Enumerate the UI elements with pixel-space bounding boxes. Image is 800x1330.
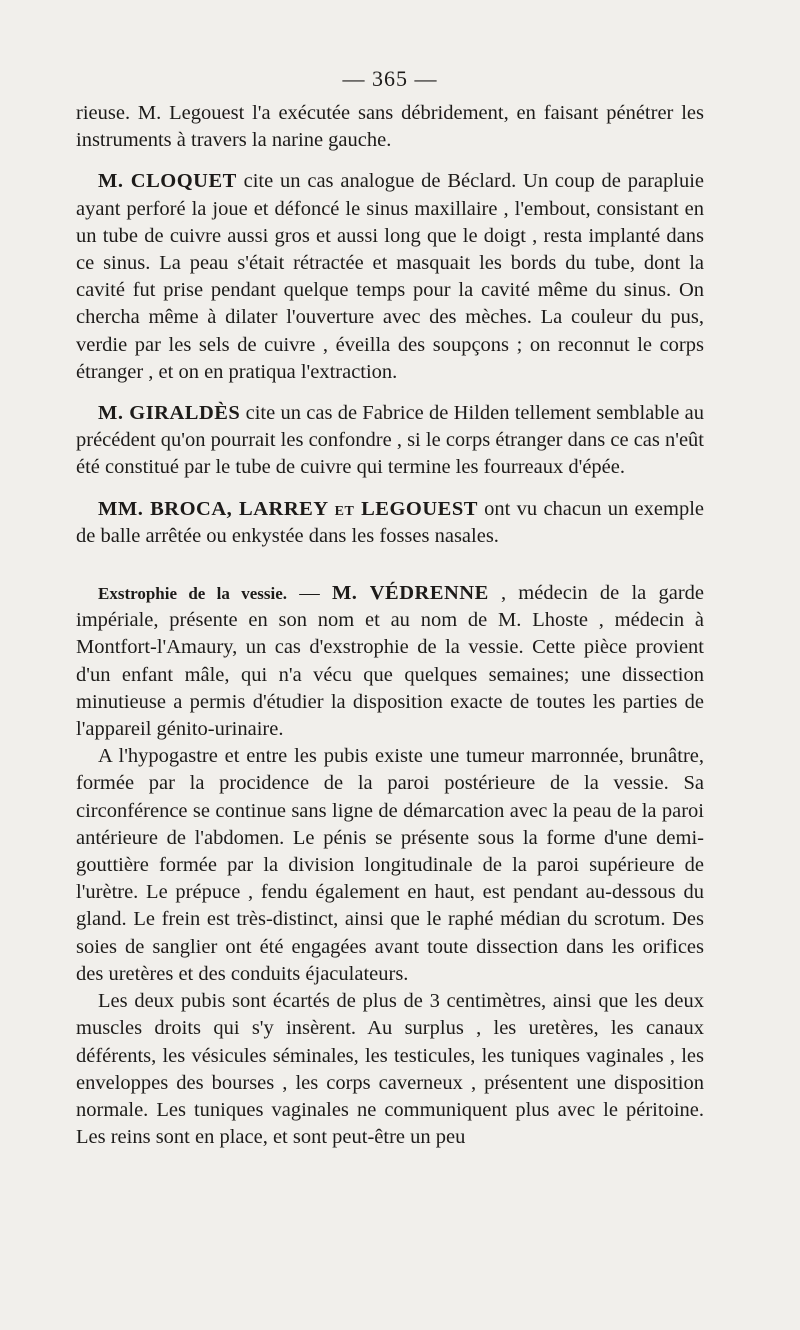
paragraph-text: cite un cas analogue de Béclard. Un coup de parapluie ayant perforé la joue et défoncé le sinus maxillaire , l'embout, consistant en un tube de cuivre aussi gros et aussi long que le doigt , resta implanté dans ce sinus. La peau s'était rétractée et masquait les bords du tube, dont la cavité fut prise pendant quelque temps pour la cavité même du sinus. On chercha même à dilater l'ouverture avec des mèches. La couleur du pus, verdie par les sels de cuivre , éveilla des soupçons ; on reconnut le corps étranger , et on en pratiqua l'extraction. <box>76 170 704 383</box>
paragraph-text: cite un cas de Fabrice de Hilden tellement semblable au précédent qu'on pourrait les confondre , si le corps étranger dans ce cas n'eût été constitué par le tube de cuivre qui termine les fourreaux d'épée. <box>76 402 705 479</box>
speaker-name: M. VÉDRENNE <box>331 582 489 605</box>
section-heading: Exstrophie de la vessie. <box>98 584 288 604</box>
paragraph-continuation: rieuse. M. Legouest l'a exécutée sans débridement, en faisant pénétrer les instruments à travers la narine gauche. <box>76 102 704 152</box>
paragraph-text: , médecin de la garde impériale, présente en son nom et au nom de M. Lhoste , médecin à Montfort-l'Amaury, un cas d'exstrophie de la vessie. Cette pièce provient d'un enfant mâle, qui n'a vécu que quelques semaines; une dissection minutieuse a permis d'étudier la disposition exacte de toutes les parties de l'appareil génito-urinaire. <box>76 582 704 741</box>
speaker-name: M. GIRALDÈS <box>98 402 241 425</box>
paragraph-cloquet <box>76 168 704 386</box>
paragraph-exstrophie <box>76 580 704 743</box>
paragraph-broca <box>76 496 704 550</box>
paragraph-text: ont vu chacun un exemple de balle arrêtée ou enkystée dans les fosses nasales. <box>76 497 704 547</box>
speaker-name: M. CLOQUET <box>98 170 237 193</box>
page-number: — 365 — <box>342 66 438 91</box>
paragraph-hypogastre: A l'hypogastre et entre les pubis existe une tumeur marronnée, brunâtre, formée par la procidence de la paroi postérieure de la vessie. Sa circonférence se continue sans ligne de démarcation avec la peau de la paroi antérieure de l'abdomen. Le pénis se présente sous la forme d'une demi-gouttière formée par la division longitudinale de la paroi supérieure de l'urètre. Le prépuce , fendu également en haut, est pendant au-dessous du gland. Le frein est très-distinct, ainsi que le raphé médian du scrotum. Des soies de sanglier ont été engagées avant toute dissection dans les orifices des uretères et des conduits éjaculateurs. <box>76 745 704 985</box>
speaker-name: MM. BROCA, LARREY et LEGOUEST <box>98 497 478 520</box>
heading-dash: — <box>287 582 332 605</box>
paragraph-pubis: Les deux pubis sont écartés de plus de 3 centimètres, ainsi que les deux muscles droits qui s'y insèrent. Au surplus , les uretères, les canaux déférents, les vésicules séminales, les testicules, les tuniques vaginales , les enveloppes des bourses , les corps caverneux , présentent une disposition normale. Les tuniques vaginales ne communiquent plus avec le péritoine. Les reins sont en place, et sont peut-être un peu <box>76 990 704 1149</box>
paragraph-giraldes <box>76 400 704 482</box>
